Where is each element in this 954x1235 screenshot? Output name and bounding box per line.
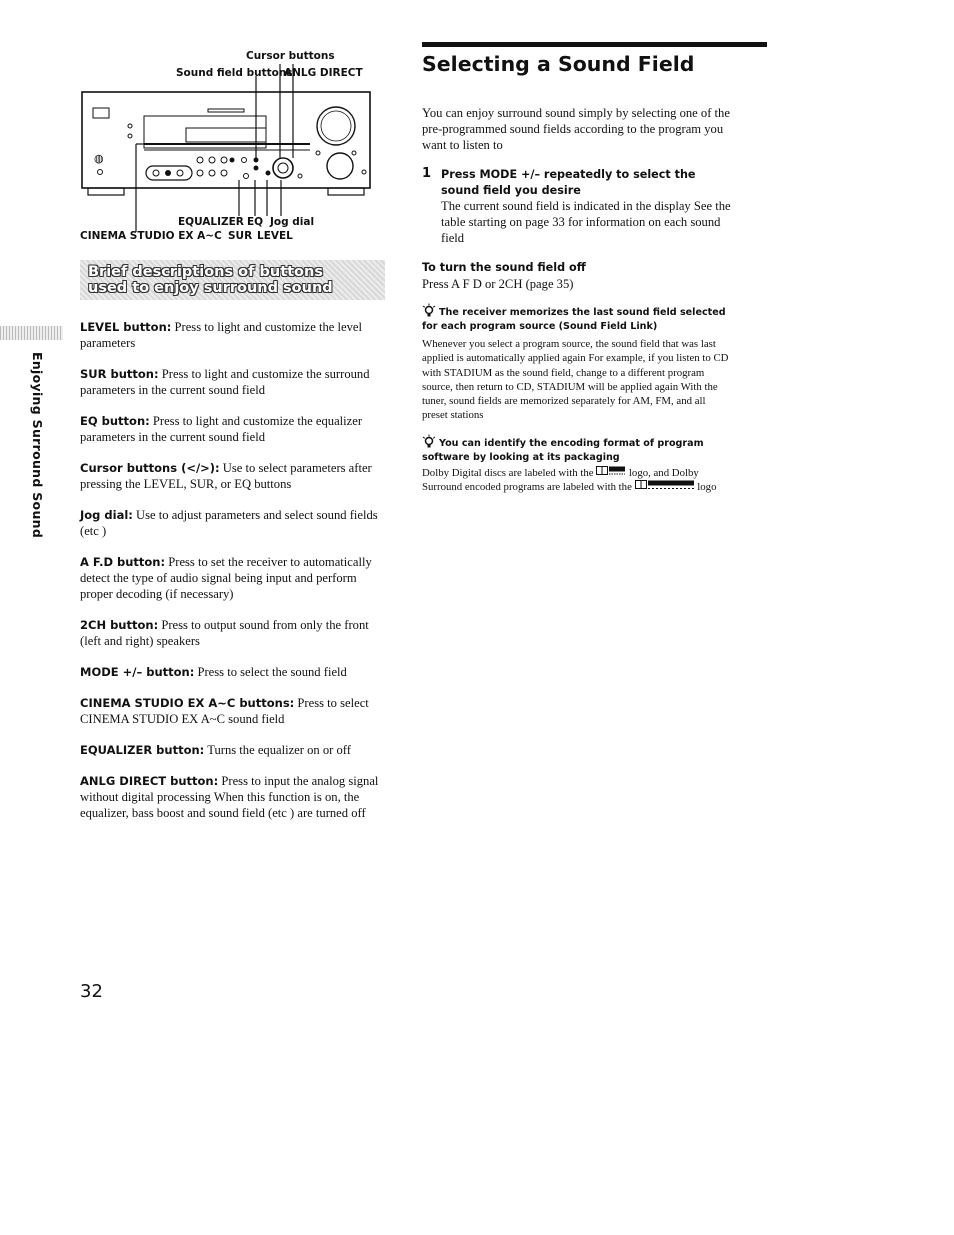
desc-term: Jog dial: [80, 508, 133, 522]
desc-text: Press to input the analog signal without digital processing When this function is on, the equalizer, bass boost and sound field (etc ) are turned off [80, 774, 379, 820]
desc-text: Press to output sound from only the front (left and right) speakers [80, 618, 369, 648]
tip-heading-sound-field-link [422, 303, 742, 334]
desc-term: MODE +/– button: [80, 665, 195, 679]
section-banner-title: Brief descriptions of buttons used to enjoy surround sound [88, 264, 333, 296]
side-section-label: Enjoying Surround Sound [30, 352, 45, 539]
step-number: 1 [422, 166, 432, 181]
desc-term: SUR button: [80, 367, 159, 381]
desc-text: Press to light and customize the equalizer parameters in the current sound field [80, 414, 363, 444]
desc-term: CINEMA STUDIO EX A~C buttons: [80, 696, 295, 710]
desc-anlg-direct [80, 773, 390, 821]
tip-body-text: Dolby Digital discs are labeled with the [422, 467, 594, 479]
desc-term: LEVEL button: [80, 320, 172, 334]
tip-body-encoding [422, 466, 732, 495]
callout-sound-field-buttons: Sound field buttons [176, 67, 293, 79]
desc-eq [80, 413, 390, 445]
section-banner [80, 260, 385, 300]
desc-term: ANLG DIRECT button: [80, 774, 219, 788]
tip-heading-encoding [422, 434, 742, 465]
callout-sur: SUR [228, 230, 253, 242]
callout-anlg-direct: ANLG DIRECT [284, 67, 363, 79]
desc-text: Use to adjust parameters and select sound fields (etc ) [80, 508, 378, 538]
desc-2ch [80, 617, 390, 649]
tip-heading-text: The receiver memorizes the last sound field selected for each program source (Sound Field Link) [422, 307, 726, 332]
lightbulb-icon [422, 434, 436, 448]
lightbulb-icon [422, 303, 436, 317]
callout-level: LEVEL [257, 230, 293, 242]
desc-text: Press to select the sound field [194, 665, 347, 679]
callout-equalizer: EQUALIZER [178, 216, 244, 228]
desc-text: Press to set the receiver to automatically detect the type of audio signal being input and perform proper decoding (if necessary) [80, 555, 372, 601]
callout-jog-dial: Jog dial [270, 216, 315, 228]
title-rule [422, 42, 767, 47]
intro-paragraph: You can enjoy surround sound simply by selecting one of the pre-programmed sound fields according to the program you want to listen to [422, 106, 730, 152]
dolby-surround-logo-icon [635, 480, 695, 491]
tip-body-sound-field-link: Whenever you select a program source, the sound field that was last applied is automatically applied again For example, if you listen to CD with STADIUM as the sound field, change to a different program source, then return to CD, STADIUM will be applied again With the tuner, sound fields are memorized separately for AM, FM, and all preset stations [422, 338, 729, 422]
tip-heading-text: You can identify the encoding format of program software by looking at its packaging [422, 438, 704, 463]
desc-text: Use to select parameters after pressing the LEVEL, SUR, or EQ buttons [80, 461, 372, 491]
desc-term: 2CH button: [80, 618, 159, 632]
desc-text: Turns the equalizer on or off [204, 743, 351, 757]
page-number: 32 [80, 981, 103, 1002]
desc-cursor [80, 460, 390, 492]
desc-mode [80, 664, 390, 680]
desc-level [80, 319, 390, 351]
desc-text: Press to light and customize the level parameters [80, 320, 362, 350]
subsection-body: Press A F D or 2CH (page 35) [422, 277, 574, 291]
callout-eq: EQ [247, 216, 264, 228]
subsection-heading: To turn the sound field off [422, 261, 586, 274]
desc-term: EQ button: [80, 414, 150, 428]
desc-term: Cursor buttons (</>): [80, 461, 220, 475]
callout-cursor-buttons: Cursor buttons [246, 50, 335, 62]
dolby-digital-logo-icon [596, 466, 626, 477]
page-title: Selecting a Sound Field [422, 52, 695, 76]
desc-term: EQUALIZER button: [80, 743, 205, 757]
side-tab-marker [0, 326, 63, 340]
step-heading: Press MODE +/– repeatedly to select the sound field you desire [441, 168, 696, 197]
svg-text:◍: ◍ [94, 152, 104, 165]
desc-cinema-studio [80, 695, 390, 727]
callout-cinema-studio: CINEMA STUDIO EX A~C [80, 230, 222, 242]
desc-text: Press to light and customize the surround parameters in the current sound field [80, 367, 370, 397]
desc-afd [80, 554, 390, 602]
receiver-diagram [78, 40, 398, 250]
tip-body-text: logo [697, 481, 717, 494]
desc-term: A F.D button: [80, 555, 166, 569]
step-body: The current sound field is indicated in the display See the table starting on page 33 for information on each sound field [441, 199, 731, 245]
desc-equalizer [80, 742, 390, 758]
tip-body-text: logo, and Dolby Surround encoded programs are labeled with the [422, 467, 699, 494]
desc-sur [80, 366, 390, 398]
desc-jog-dial [80, 507, 390, 539]
desc-text: Press to select CINEMA STUDIO EX A~C sound field [80, 696, 369, 726]
